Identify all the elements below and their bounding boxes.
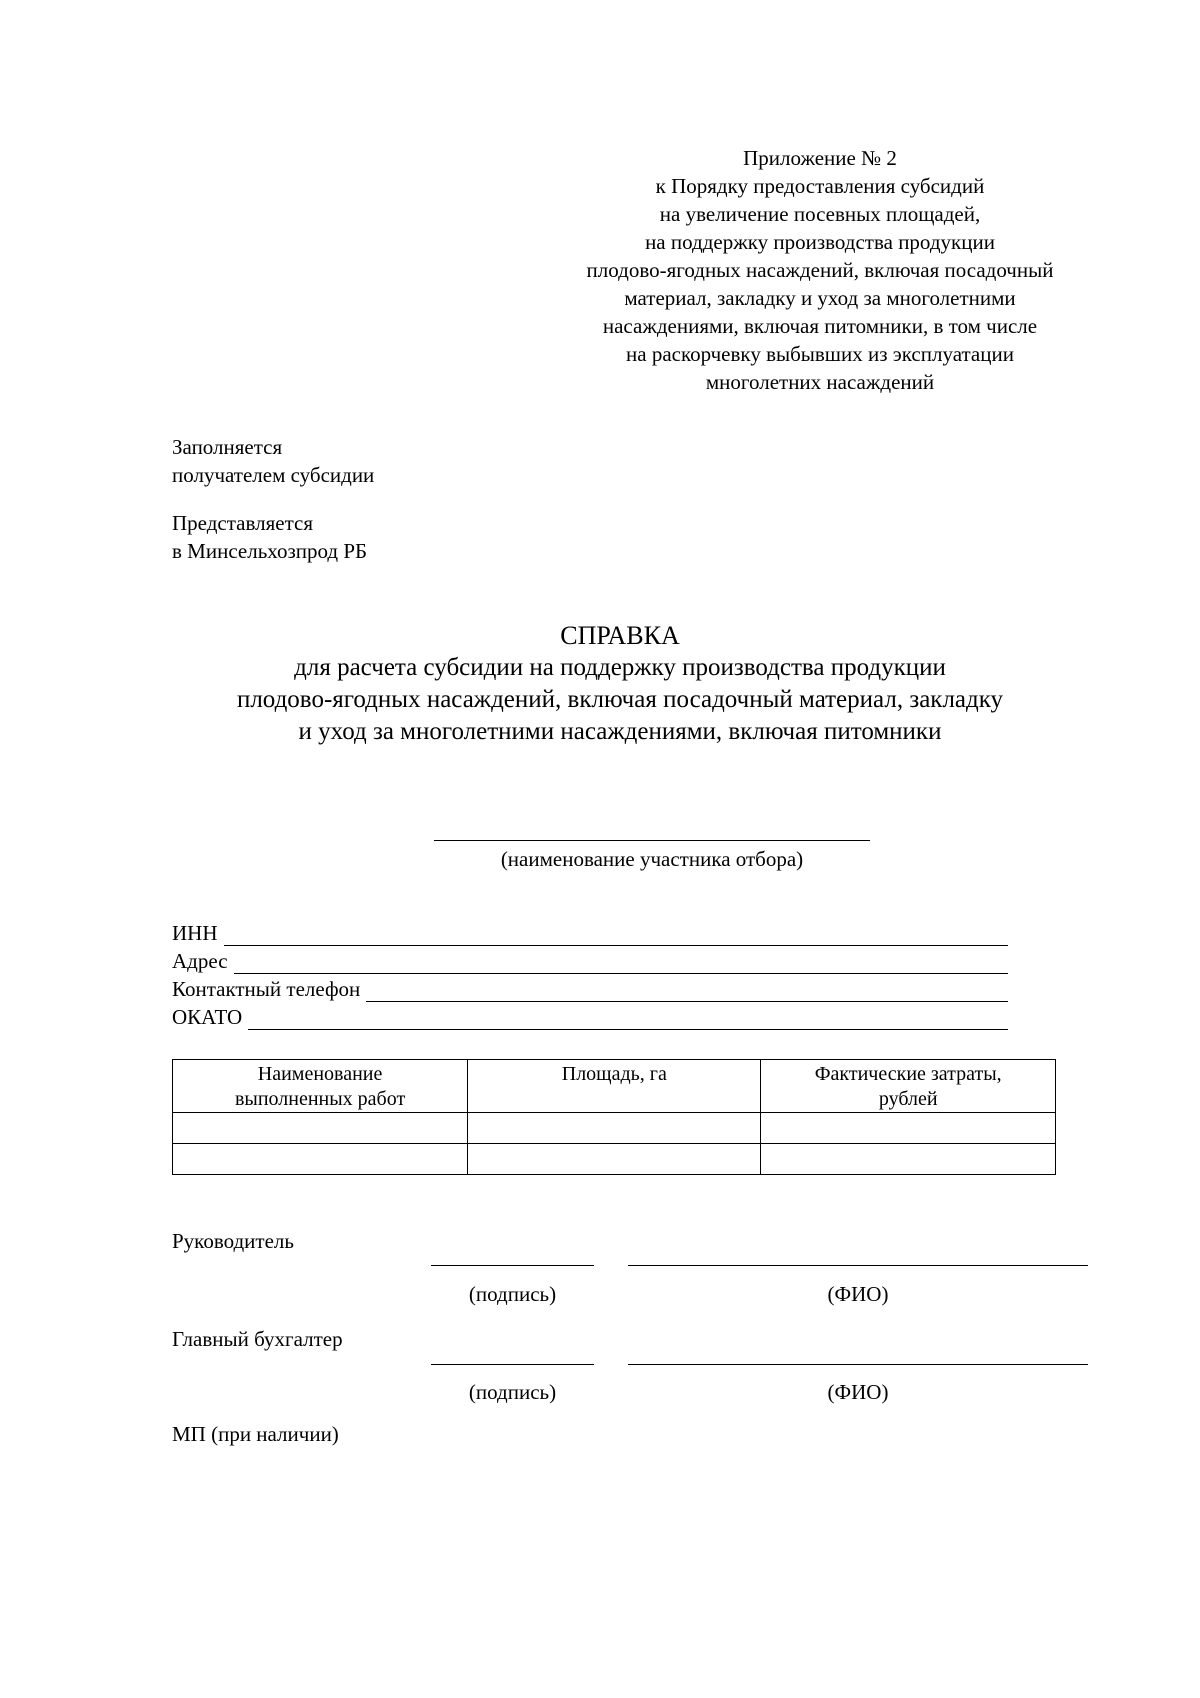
header-actual-costs	[761, 1060, 1056, 1113]
appendix-line: на увеличение посевных площадей,	[659, 202, 981, 226]
document-title-block	[150, 620, 1090, 748]
appendix-line: насаждениями, включая питомники, в том числе	[602, 314, 1038, 338]
appendix-line: на раскорчевку выбывших из эксплуатации	[626, 342, 1014, 366]
table-cell[interactable]	[173, 1144, 468, 1175]
filled-by-note	[172, 433, 374, 489]
head-name-line[interactable]	[628, 1265, 1088, 1266]
address-label: Адрес	[172, 949, 228, 973]
chief-accountant-label: Главный бухгалтер	[172, 1327, 343, 1351]
appendix-header	[540, 144, 1100, 396]
okato-field	[172, 1002, 1008, 1030]
requisites-fields	[172, 918, 1008, 1030]
inn-label: ИНН	[172, 921, 218, 945]
phone-field	[172, 974, 1008, 1002]
chief-accountant-name-line[interactable]	[628, 1364, 1088, 1365]
table-row	[173, 1113, 1056, 1144]
table-cell[interactable]	[468, 1113, 761, 1144]
appendix-line: плодово-ягодных насаждений, включая посадочный	[586, 258, 1054, 282]
participant-caption: (наименование участника отбора)	[500, 847, 804, 871]
chief-accountant-signature-caption: (подпись)	[468, 1380, 557, 1404]
inn-fill-line[interactable]	[224, 923, 1009, 946]
head-label: Руководитель	[172, 1229, 294, 1253]
chief-accountant-signature-line[interactable]	[431, 1364, 594, 1365]
phone-fill-line[interactable]	[366, 979, 1008, 1002]
works-table	[172, 1059, 1056, 1175]
note-line: получателем субсидии	[172, 463, 375, 487]
participant-name-line[interactable]	[434, 840, 870, 841]
phone-label: Контактный телефон	[172, 977, 361, 1001]
inn-field	[172, 918, 1008, 946]
stamp-place: МП (при наличии)	[172, 1422, 339, 1446]
address-field	[172, 946, 1008, 974]
subtitle-line: для расчета субсидии на поддержку производства продукции	[294, 654, 946, 681]
head-name-caption: (ФИО)	[827, 1282, 889, 1306]
table-header-row	[173, 1060, 1056, 1113]
address-fill-line[interactable]	[234, 951, 1008, 974]
head-signature-line[interactable]	[431, 1265, 594, 1266]
note-line: в Минсельхозпрод РБ	[172, 539, 368, 563]
subtitle-line: плодово-ягодных насаждений, включая посадочный материал, закладку	[236, 686, 1004, 713]
appendix-line: к Порядку предоставления субсидий	[655, 174, 985, 198]
appendix-line: Приложение № 2	[743, 146, 897, 170]
appendix-line: на поддержку производства продукции	[645, 230, 995, 254]
appendix-line: материал, закладку и уход за многолетними	[624, 286, 1016, 310]
note-line: Заполняется	[172, 435, 283, 459]
submitted-to-note	[172, 509, 367, 565]
header-line: Фактические затраты,	[814, 1063, 1002, 1085]
head-signature-caption: (подпись)	[468, 1282, 557, 1306]
note-line: Представляется	[172, 511, 313, 535]
table-cell[interactable]	[468, 1144, 761, 1175]
table-cell[interactable]	[761, 1144, 1056, 1175]
chief-accountant-name-caption: (ФИО)	[827, 1380, 889, 1404]
header-line: Площадь, га	[561, 1063, 667, 1085]
okato-fill-line[interactable]	[248, 1007, 1008, 1030]
header-line: рублей	[878, 1088, 938, 1110]
table-cell[interactable]	[761, 1113, 1056, 1144]
okato-label: ОКАТО	[172, 1005, 243, 1029]
document-title: СПРАВКА	[560, 621, 680, 650]
header-line: Наименование	[257, 1063, 383, 1085]
header-work-name	[173, 1060, 468, 1113]
header-area	[468, 1060, 761, 1113]
table-row	[173, 1144, 1056, 1175]
appendix-line: многолетних насаждений	[705, 370, 935, 394]
header-line: выполненных работ	[234, 1088, 406, 1110]
table-cell[interactable]	[173, 1113, 468, 1144]
subtitle-line: и уход за многолетними насаждениями, включая питомники	[298, 718, 942, 745]
